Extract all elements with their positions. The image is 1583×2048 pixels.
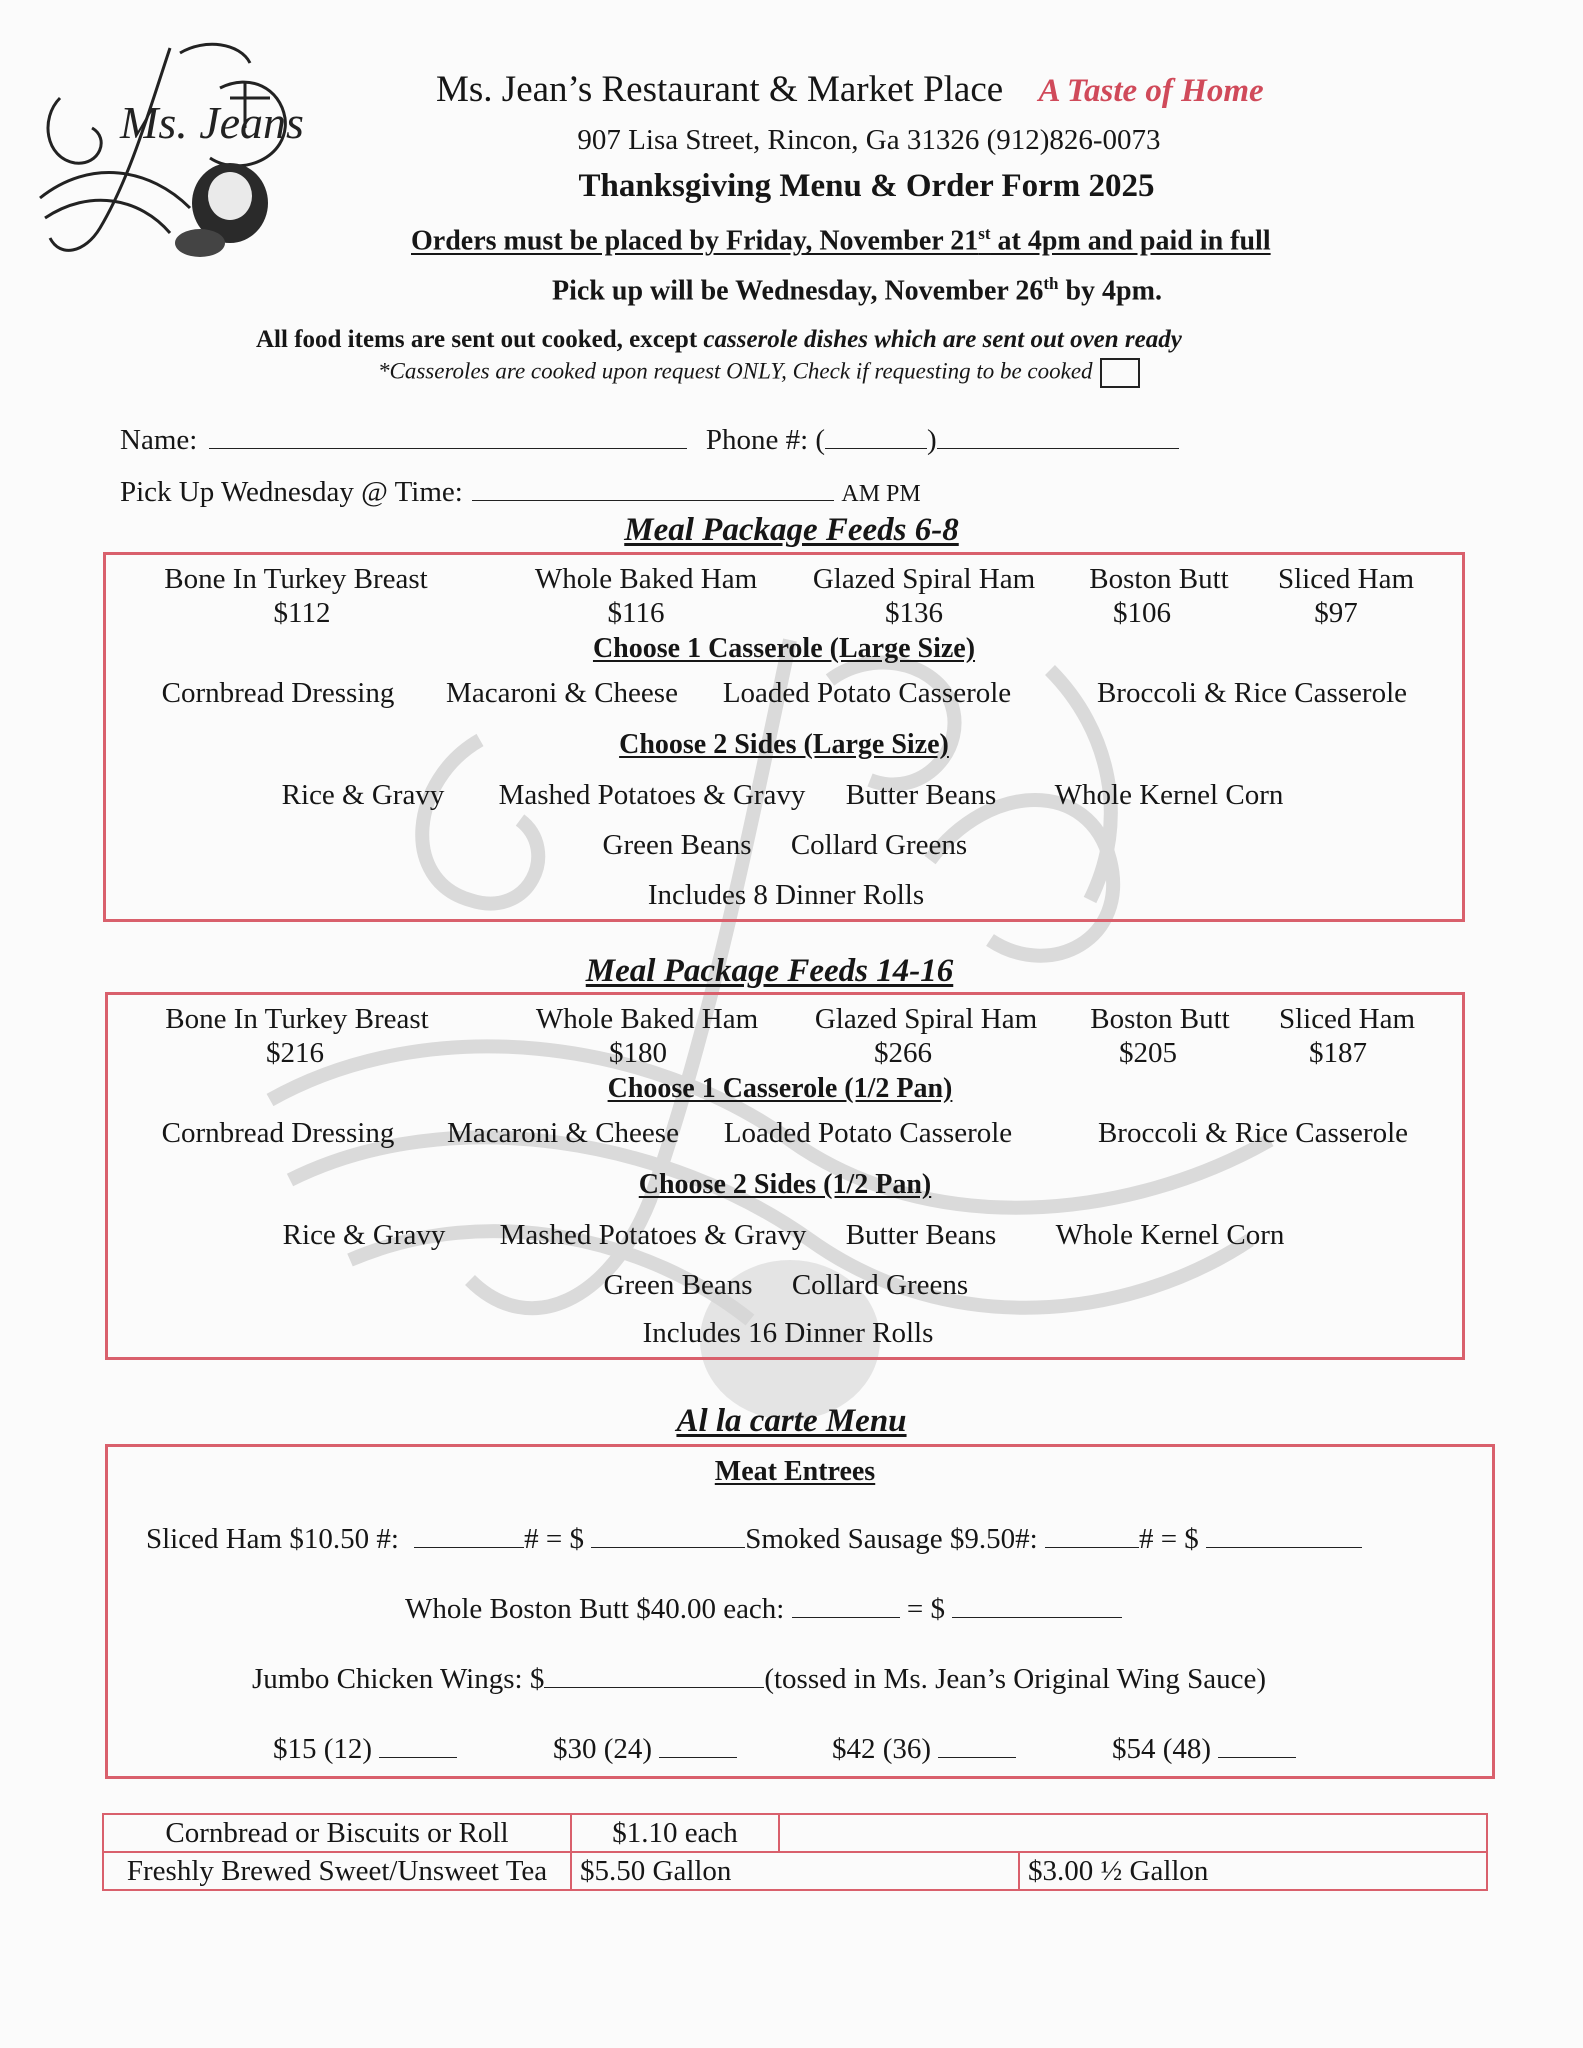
casserole-header: Choose 1 Casserole (Large Size) [592,633,976,664]
boston-butt-eq: = $ [906,1593,945,1625]
entree-sliced-ham[interactable]: Sliced Ham [1278,1003,1416,1035]
tea-label: Freshly Brewed Sweet/Unsweet Tea [103,1852,571,1890]
phone-paren-open: ( [815,424,826,456]
casserole-option[interactable]: Loaded Potato Casserole [723,1117,1013,1149]
address-line: 907 Lisa Street, Rincon, Ga 31326 (912)826-0073 [577,124,1161,156]
side-option[interactable]: Rice & Gravy [281,779,445,811]
price-whole-baked-ham: $116 [607,597,665,629]
pickup-deadline: Pick up will be Wednesday, November 26th by 4pm. [552,274,1162,307]
package-small-box: Bone In Turkey Breast Whole Baked Ham Glazed Spiral Ham Boston Butt Sliced Ham $112 $116 $136 $106 $97 Choose 1 Casserole (Large Size) Cornbread Dressing Macaroni & Cheese Loaded Potato Casserole Broccoli & Rice Casserole Choose 2 Sides (Large Size) Rice & Gravy Mashed Potatoes & Gravy Butter Beans Whole Kernel Corn Green Beans Collard Greens Includes 8 Dinner Rolls [103,552,1465,922]
wing-option-24-field[interactable] [659,1757,737,1758]
casserole-option[interactable]: Macaroni & Cheese [446,677,678,709]
wing-option-36-field[interactable] [938,1757,1016,1758]
wing-option-24: $30 (24) [553,1733,653,1765]
entree-whole-baked-ham[interactable]: Whole Baked Ham [535,1003,759,1035]
price-sliced-ham: $187 [1309,1037,1367,1069]
sliced-ham-eq: # = $ [524,1523,585,1555]
casserole-option[interactable]: Broccoli & Rice Casserole [1096,677,1408,709]
tea-gallon-price: $5.50 Gallon [571,1852,1019,1890]
casserole-option[interactable]: Loaded Potato Casserole [722,677,1012,709]
logo-lettering: Ms. Jeans [120,97,304,148]
side-option[interactable]: Whole Kernel Corn [1055,1219,1285,1251]
sides-header: Choose 2 Sides (Large Size) [619,729,949,760]
side-option[interactable]: Mashed Potatoes & Gravy [499,1219,807,1251]
wing-option-12: $15 (12) [273,1733,373,1765]
phone-number-field[interactable] [937,448,1179,449]
order-deadline: Orders must be placed by Friday, November 21st at 4pm and paid in full [411,224,1271,257]
name-field[interactable] [209,448,687,449]
price-glazed-spiral-ham: $266 [874,1037,932,1069]
extras-table [102,1813,1488,1891]
bread-empty-cell [779,1814,1487,1852]
package-large-box: Bone In Turkey Breast Whole Baked Ham Glazed Spiral Ham Boston Butt Sliced Ham $216 $180 $266 $205 $187 Choose 1 Casserole (1/2 Pan) Cornbread Dressing Macaroni & Cheese Loaded Potato Casserole Broccoli & Rice Casserole Choose 2 Sides (1/2 Pan) Rice & Gravy Mashed Potatoes & Gravy Butter Beans Whole Kernel Corn Green Beans Collard Greens Includes 16 Dinner Rolls [105,992,1465,1360]
side-option[interactable]: Butter Beans [845,779,997,811]
sliced-ham-lbs-field[interactable] [414,1547,524,1548]
boston-butt-label: Whole Boston Butt $40.00 each: [405,1593,785,1625]
boston-butt-total-field[interactable] [952,1617,1122,1618]
pickup-time-label: Pick Up Wednesday @ Time: [120,476,463,508]
smoked-sausage-lbs-field[interactable] [1045,1547,1139,1548]
package-large-title: Meal Package Feeds 14-16 [585,953,954,989]
entree-glazed-spiral-ham[interactable]: Glazed Spiral Ham [812,563,1036,595]
package-small-title: Meal Package Feeds 6-8 [624,512,959,548]
entree-turkey-breast[interactable]: Bone In Turkey Breast [164,563,428,595]
casserole-option[interactable]: Macaroni & Cheese [447,1117,679,1149]
entree-boston-butt[interactable]: Boston Butt [1089,563,1229,595]
bread-price: $1.10 each [571,1814,779,1852]
wing-option-36: $42 (36) [832,1733,932,1765]
cook-request-checkbox[interactable] [1100,358,1140,388]
meat-entrees-header: Meat Entrees [714,1456,876,1487]
price-boston-butt: $205 [1119,1037,1177,1069]
side-option[interactable]: Collard Greens [790,829,968,861]
smoked-sausage-label: Smoked Sausage $9.50#: [745,1523,1038,1555]
sliced-ham-label: Sliced Ham $10.50 #: [146,1523,399,1555]
entree-turkey-breast[interactable]: Bone In Turkey Breast [165,1003,429,1035]
price-whole-baked-ham: $180 [609,1037,667,1069]
phone-label: Phone #: [705,424,809,456]
entree-boston-butt[interactable]: Boston Butt [1090,1003,1230,1035]
pickup-time-field[interactable] [472,500,834,501]
side-option[interactable]: Collard Greens [791,1269,969,1301]
restaurant-name: Ms. Jean’s Restaurant & Market Place [436,69,1004,110]
casserole-cook-note: *Casseroles are cooked upon request ONLY, Check if requesting to be cooked [378,358,1093,384]
price-boston-butt: $106 [1113,597,1171,629]
side-option[interactable]: Mashed Potatoes & Gravy [498,779,806,811]
table-row [103,1852,1487,1890]
wing-option-12-field[interactable] [379,1757,457,1758]
price-turkey-breast: $216 [266,1037,324,1069]
boston-butt-qty-field[interactable] [792,1617,900,1618]
tagline: A Taste of Home [1038,73,1264,109]
tea-half-gallon-price: $3.00 ½ Gallon [1019,1852,1487,1890]
bread-label: Cornbread or Biscuits or Roll [103,1814,571,1852]
side-option[interactable]: Whole Kernel Corn [1054,779,1284,811]
entree-glazed-spiral-ham[interactable]: Glazed Spiral Ham [814,1003,1038,1035]
name-label: Name: [120,424,198,456]
side-option[interactable]: Green Beans [603,1269,753,1301]
price-sliced-ham: $97 [1314,597,1358,629]
entree-whole-baked-ham[interactable]: Whole Baked Ham [534,563,758,595]
casserole-option[interactable]: Broccoli & Rice Casserole [1097,1117,1409,1149]
cooked-note: All food items are sent out cooked, except casserole dishes which are sent out oven ready [256,326,1182,353]
side-option[interactable]: Green Beans [602,829,752,861]
alacarte-title: Al la carte Menu [676,1403,907,1439]
casserole-option[interactable]: Cornbread Dressing [161,1117,395,1149]
sliced-ham-total-field[interactable] [591,1547,745,1548]
casserole-option[interactable]: Cornbread Dressing [161,677,395,709]
wing-option-48-field[interactable] [1218,1757,1296,1758]
phone-paren-close: ) [927,424,937,456]
sides-header: Choose 2 Sides (1/2 Pan) [638,1169,932,1200]
smoked-sausage-eq: # = $ [1138,1523,1199,1555]
wing-option-48: $54 (48) [1112,1733,1212,1765]
smoked-sausage-total-field[interactable] [1206,1547,1362,1548]
am-pm-option[interactable]: AM PM [841,481,921,507]
alacarte-box [105,1444,1495,1779]
phone-area-code-field[interactable] [825,448,927,449]
table-row [103,1814,1487,1852]
wings-total-field[interactable] [544,1687,764,1688]
form-title: Thanksgiving Menu & Order Form 2025 [578,168,1155,204]
entree-sliced-ham[interactable]: Sliced Ham [1277,563,1415,595]
casserole-header: Choose 1 Casserole (1/2 Pan) [607,1073,953,1104]
wings-note: (tossed in Ms. Jean’s Original Wing Sauce) [764,1663,1267,1695]
side-option[interactable]: Butter Beans [845,1219,997,1251]
price-turkey-breast: $112 [273,597,331,629]
wings-label: Jumbo Chicken Wings: $ [252,1663,545,1695]
price-glazed-spiral-ham: $136 [885,597,943,629]
side-option[interactable]: Rice & Gravy [282,1219,446,1251]
